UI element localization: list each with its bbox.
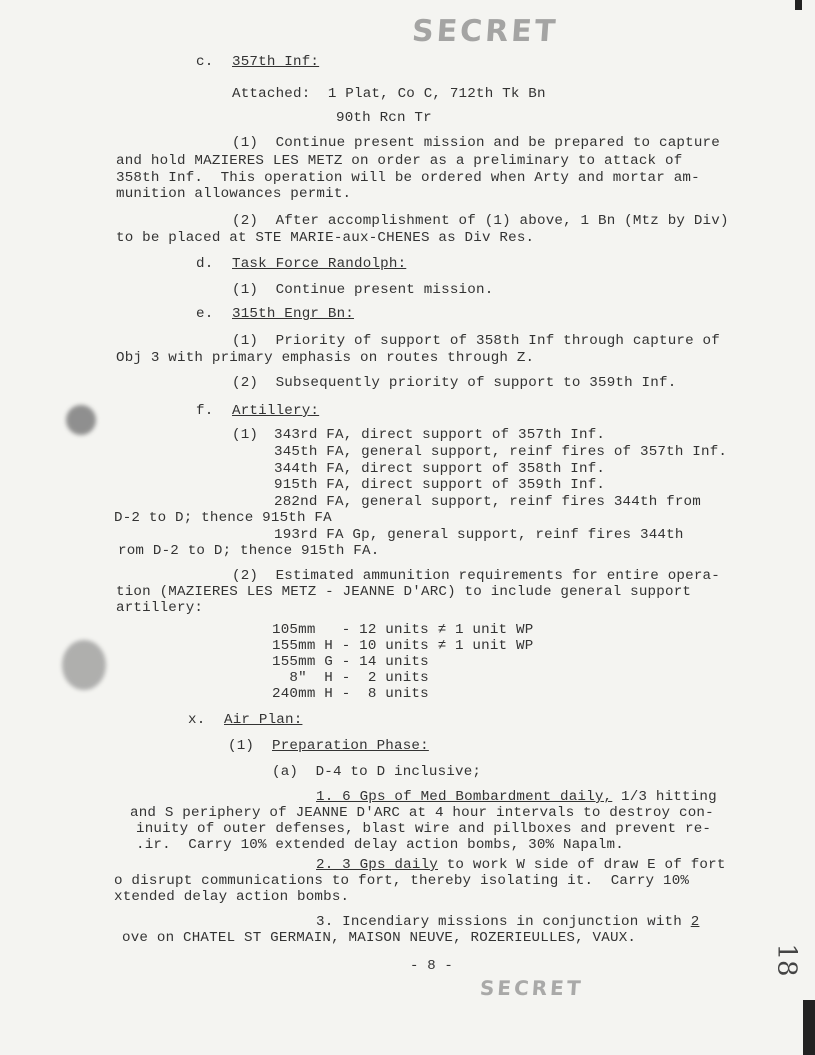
section-f-p2-line: (2) Estimated ammunition requirements for entire opera- xyxy=(232,568,720,584)
scan-edge-mark xyxy=(803,1000,815,1055)
section-c-label: c. xyxy=(196,54,214,70)
classification-stamp-bottom: SECRET xyxy=(479,976,585,1000)
ammo-row: 105mm - 12 units ≠ 1 unit WP xyxy=(272,622,534,638)
section-x-label: x. xyxy=(188,712,206,728)
section-c-p1-line: 358th Inf. This operation will be ordered when Arty and mortar am- xyxy=(116,170,700,186)
scan-edge-mark xyxy=(795,0,802,10)
section-e-p2: (2) Subsequently priority of support to 359th Inf. xyxy=(232,375,677,391)
section-x-p1-num: (1) xyxy=(228,738,255,754)
section-f-label: f. xyxy=(196,403,214,419)
section-c-p1-line: (1) Continue present mission and be prepared to capture xyxy=(232,135,720,151)
punch-hole-mark xyxy=(66,405,96,435)
item-3-line xyxy=(316,914,699,931)
section-f-p2-line: tion (MAZIERES LES METZ - JEANNE D'ARC) to include general support xyxy=(116,584,692,600)
item-2-body: o disrupt communications to fort, thereby isolating it. Carry 10% xyxy=(114,873,690,889)
artillery-continuation: D-2 to D; thence 915th FA xyxy=(114,510,332,526)
section-e-label: e. xyxy=(196,306,214,322)
section-c-attached-1: Attached: 1 Plat, Co C, 712th Tk Bn xyxy=(232,86,546,102)
section-c-p1-line: and hold MAZIERES LES METZ on order as a preliminary to attack of xyxy=(116,153,683,169)
artillery-unit-line: 915th FA, direct support of 359th Inf. xyxy=(274,477,606,493)
section-e-title: 315th Engr Bn: xyxy=(232,306,354,322)
section-e-p1-line: (1) Priority of support of 358th Inf through capture of xyxy=(232,333,720,349)
artillery-continuation: rom D-2 to D; thence 915th FA. xyxy=(118,543,380,559)
item-1-body: inuity of outer defenses, blast wire and pillboxes and prevent re- xyxy=(136,821,712,837)
handwritten-page-mark: 18 xyxy=(771,943,802,977)
punch-hole-mark xyxy=(62,640,106,690)
item-1-line xyxy=(316,789,717,806)
artillery-unit-line: 193rd FA Gp, general support, reinf fires 344th xyxy=(274,527,684,543)
section-c-title: 357th Inf: xyxy=(232,54,320,70)
ammo-row: 155mm G - 14 units xyxy=(272,654,429,670)
ammo-row: 155mm H - 10 units ≠ 1 unit WP xyxy=(272,638,534,654)
item-1-head: 1. 6 Gps of Med Bombardment daily, xyxy=(316,789,613,805)
section-d-title: Task Force Randolph: xyxy=(232,256,407,272)
artillery-unit-line: 344th FA, direct support of 358th Inf. xyxy=(274,461,606,477)
section-f-p1-num: (1) xyxy=(232,427,259,443)
ammo-row: 8" H - 2 units xyxy=(272,670,429,686)
classification-stamp-top: SECRET xyxy=(410,14,560,49)
item-2-body: xtended delay action bombs. xyxy=(114,889,350,905)
section-e-p1-line: Obj 3 with primary emphasis on routes through Z. xyxy=(116,350,535,366)
page-number: - 8 - xyxy=(410,958,454,974)
section-d-label: d. xyxy=(196,256,214,272)
artillery-unit-line: 343rd FA, direct support of 357th Inf. xyxy=(274,427,606,443)
section-x-title: Air Plan: xyxy=(224,712,303,728)
artillery-unit-line: 345th FA, general support, reinf fires of 357th Inf. xyxy=(274,444,728,460)
item-3-head: 3. Incendiary missions in conjunction with xyxy=(316,914,691,930)
section-d-p1: (1) Continue present mission. xyxy=(232,282,494,298)
section-f-title: Artillery: xyxy=(232,403,320,419)
item-2-head: 2. 3 Gps daily xyxy=(316,857,438,873)
section-c-p1-line: munition allowances permit. xyxy=(116,186,352,202)
item-3-num: 2 xyxy=(690,914,700,930)
item-2-tail: to work W side of draw E of fort xyxy=(438,857,726,873)
section-c-p2-line: to be placed at STE MARIE-aux-CHENES as Div Res. xyxy=(116,230,535,246)
ammo-row: 240mm H - 8 units xyxy=(272,686,429,702)
section-c-p2-line: (2) After accomplishment of (1) above, 1 Bn (Mtz by Div) xyxy=(232,213,729,229)
artillery-unit-line: 282nd FA, general support, reinf fires 344th from xyxy=(274,494,701,510)
item-1-body: and S periphery of JEANNE D'ARC at 4 hour intervals to destroy con- xyxy=(130,805,714,821)
item-3-body: ove on CHATEL ST GERMAIN, MAISON NEUVE, ROZERIEULLES, VAUX. xyxy=(122,930,637,946)
item-1-body: .ir. Carry 10% extended delay action bombs, 30% Napalm. xyxy=(136,837,624,853)
sub-a: (a) D-4 to D inclusive; xyxy=(272,764,482,780)
preparation-phase-title: Preparation Phase: xyxy=(272,738,429,754)
item-1-tail: 1/3 hitting xyxy=(612,789,717,805)
section-c-attached-2: 90th Rcn Tr xyxy=(336,110,432,126)
section-f-p2-line: artillery: xyxy=(116,600,204,616)
item-2-line xyxy=(316,857,726,874)
